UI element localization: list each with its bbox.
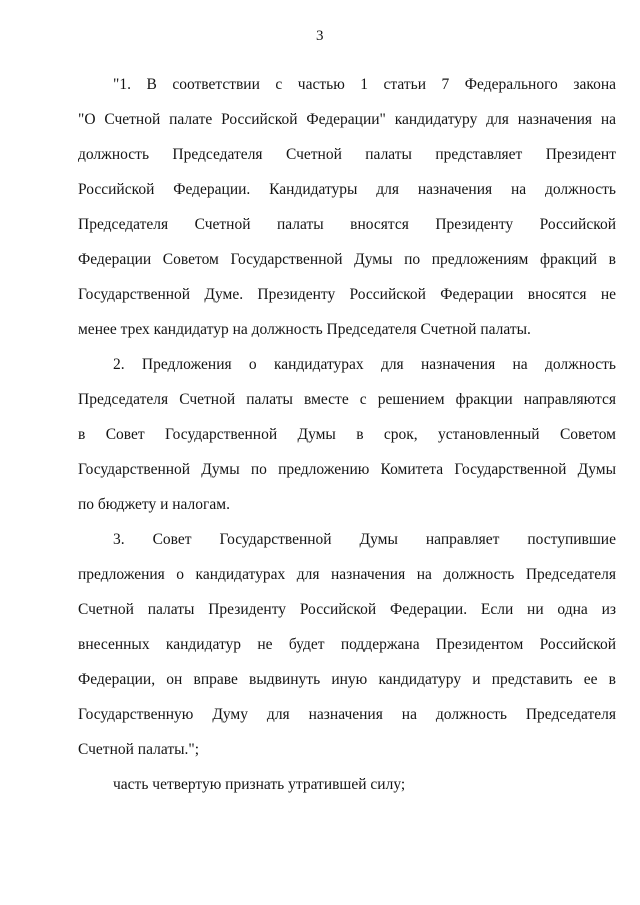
paragraph	[78, 767, 616, 802]
text-line: 3. Совет Государственной Думы направляет поступившие	[113, 531, 616, 548]
text-line: "О Счетной палате Российской Федерации" кандидатуру для назначения на	[78, 111, 616, 128]
text-line: Председателя Счетной палаты вместе с решением фракции направляются	[78, 391, 616, 408]
text-line: Счетной палаты.";	[78, 741, 200, 758]
text-line: по бюджету и налогам.	[78, 496, 230, 513]
text-line: менее трех кандидатур на должность Председателя Счетной палаты.	[78, 321, 531, 338]
text-line: в Совет Государственной Думы в срок, установленный Советом	[78, 426, 616, 443]
text-line: Счетной палаты Президенту Российской Федерации. Если ни одна из	[78, 601, 616, 618]
paragraph	[78, 347, 616, 522]
text-line: Председателя Счетной палаты вносятся Президенту Российской	[78, 216, 616, 233]
text-line: внесенных кандидатур не будет поддержана Президентом Российской	[78, 636, 616, 653]
text-line: "1. В соответствии с частью 1 статьи 7 Федерального закона	[113, 76, 616, 93]
document-body	[78, 67, 616, 802]
text-line: часть четвертую признать утратившей силу;	[113, 776, 406, 793]
text-line: Федерации Советом Государственной Думы по предложениям фракций в	[78, 251, 616, 268]
text-line: Российской Федерации. Кандидатуры для назначения на должность	[78, 181, 616, 198]
page-number: 3	[316, 28, 324, 44]
text-line: Государственной Думы по предложению Комитета Государственной Думы	[78, 461, 616, 478]
paragraph	[78, 67, 616, 347]
text-line: Государственной Думе. Президенту Российской Федерации вносятся не	[78, 286, 616, 303]
text-line: Государственную Думу для назначения на должность Председателя	[78, 706, 616, 723]
text-line: предложения о кандидатурах для назначения на должность Председателя	[78, 566, 616, 583]
paragraph	[78, 522, 616, 767]
text-line: должность Председателя Счетной палаты представляет Президент	[78, 146, 616, 163]
text-line: 2. Предложения о кандидатурах для назначения на должность	[113, 356, 616, 373]
text-line: Федерации, он вправе выдвинуть иную кандидатуру и представить ее в	[78, 671, 616, 688]
